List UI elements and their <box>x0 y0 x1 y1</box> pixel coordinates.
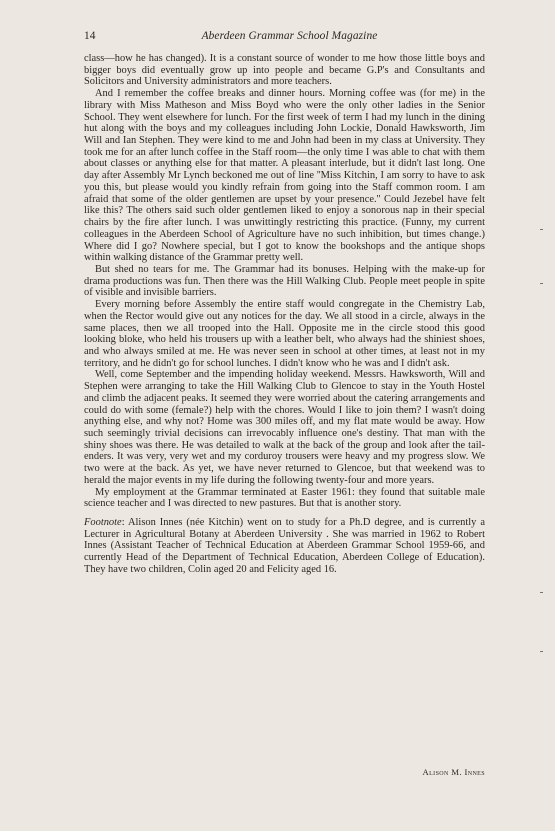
page-header <box>84 30 495 46</box>
paragraph-5: Well, come September and the impending holiday weekend. Messrs. Hawksworth, Will and Stephen were arranging to take the Hill Walking Club to Glencoe to stay in the Youth Hostel and climb the adjacent peaks. It seemed they were worried about the catering arrangements and could do with some (female?) help with the chores. Would I like to join them? I wasn't doing anything else, and why not? Home was 300 miles off, and my flat mate would be away. How such seemingly trivial decisions can irrevocably influence one's destiny. That man with the shiny shoes was there. He was detailed to walk at the back of the group and look after the tail-enders. It was very, very wet and my corduroy trousers were heavy and my progress slow. We two were at the back. As yet, we have never returned to Glencoe, but that weekend was to herald the major events in my life during the following twenty-four and more years. <box>84 369 485 486</box>
scan-mark <box>540 651 543 652</box>
paragraph-6: My employment at the Grammar terminated at Easter 1961: they found that suitable male science teacher and I was directed to new pastures. But that is another story. <box>84 486 485 510</box>
footnote-text: : Alison Innes (née Kitchin) went on to study for a Ph.D degree, and is currently a Lecturer in Agricultural Botany at Aberdeen University . She was married in 1962 to Robert Innes (Assistant Teacher of Technical Education at Aberdeen Grammar School 1959-66, and currently Head of the Department of Technical Education, Aberdeen College of Education). They have two children, Colin aged 20 and Felicity aged 16. <box>84 517 485 575</box>
page-number: 14 <box>84 30 96 42</box>
scan-mark <box>540 592 543 593</box>
paragraph-4: Every morning before Assembly the entire staff would congregate in the Chemistry Lab, when the Rector would give out any notices for the day. We all stood in a circle, always in the same places, then we all trooped into the Hall. Opposite me in the circle stood this good looking bloke, who held his trousers up with a leather belt, who always had the shiniest shoes, and who always smiled at me. He was never seen in school at other times, at least not in my territory, and he didn't go for school lunches. I didn't know who he was and I didn't ask. <box>84 299 485 369</box>
footnote-label: Footnote <box>84 517 122 529</box>
paragraph-2: And I remember the coffee breaks and dinner hours. Morning coffee was (for me) in the library with Miss Matheson and Miss Boyd who were the only other ladies in the Senior School. They went elsewhere for lunch. For the first week of term I had my lunch in the dining hut along with the boys and my colleagues including John Lockie, Donald Hawksworth, Jim Will and Ian Stephen. They were kind to me and John had been in my class at University. They took me for an after lunch coffee in the Staff room—the only time I was able to chat with them about classes or anything else for that matter. A pleasant interlude, but it didn't last long. One day after Assembly Mr Lynch beckoned me out of line ''Miss Kitchin, I am sorry to have to ask you this, but please would you kindly refrain from going into the Staff common room. I am afraid that some of the older gentlemen are upset by your presence.'' Could Jezebel have felt like this? The others said such older gentlemen liked to enjoy a sonorous nap in their special chairs by the fire after lunch. I was unwittingly restricting this practice. (Funny, my current colleagues in the Aberdeen School of Agriculture have no such inhibition, but times change.) Where did I go? Nowhere special, but I got to know the bookshops and the antique shops within walking distance of the Grammar pretty well. <box>84 88 485 264</box>
article-body <box>84 53 485 576</box>
author-signature: Alison M. Innes <box>422 767 485 777</box>
paragraph-3: But shed no tears for me. The Grammar had its bonuses. Helping with the make-up for drama productions was fun. Then there was the Hill Walking Club. People meet people in spite of visible and invisible barriers. <box>84 263 485 299</box>
paragraph-1: class—how he has changed). It is a constant source of wonder to me how those little boys and bigger boys did eventually grow up into people and became G.P's and Consultants and Solicitors and University administrators and more teachers. <box>84 53 485 88</box>
running-title: Aberdeen Grammar School Magazine <box>201 30 378 42</box>
footnote <box>84 517 485 576</box>
scan-mark <box>540 229 543 230</box>
scan-mark <box>540 283 543 284</box>
